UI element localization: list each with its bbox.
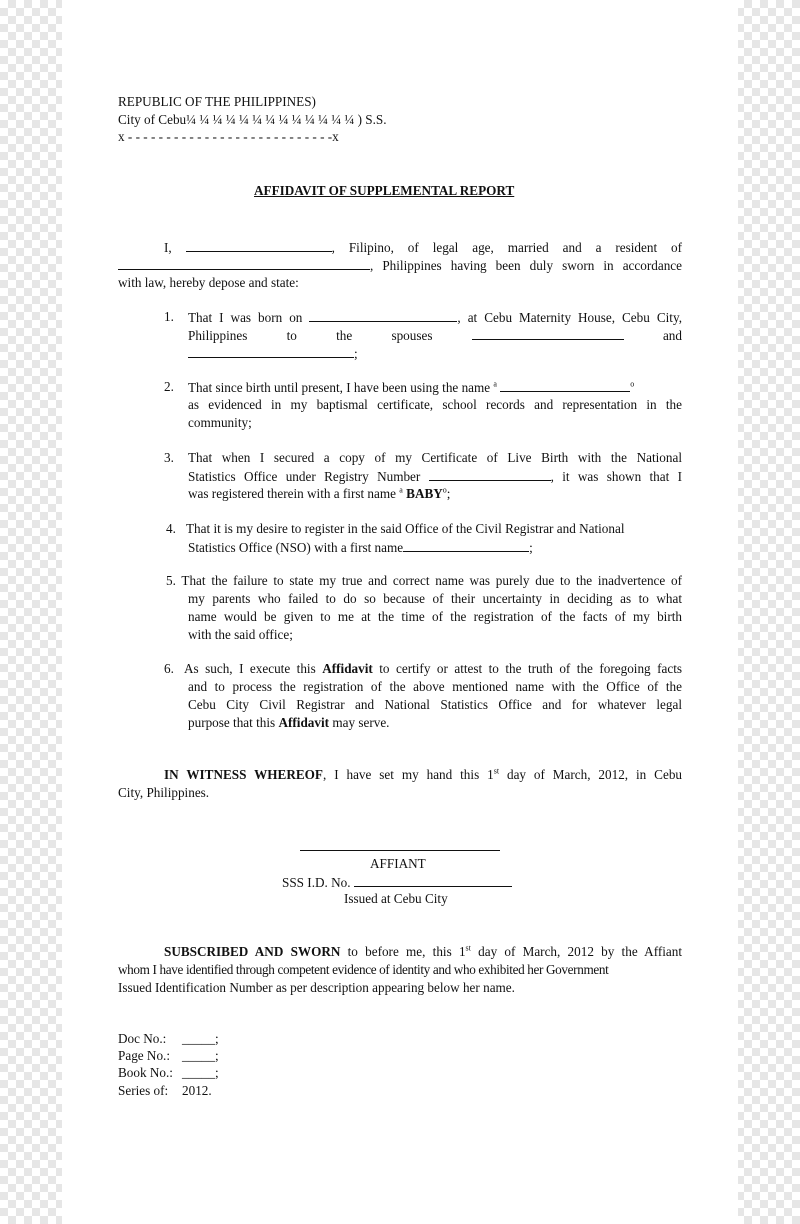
open-quote-mark: a xyxy=(493,379,497,389)
item-1-place: , at Cebu Maternity House, Cebu City, xyxy=(457,310,682,325)
sss-label: SSS I.D. No. xyxy=(282,875,351,890)
sworn-line-2: whom I have identified through competent evidence of identity and who exhibited her Government xyxy=(118,962,609,977)
item-6-execute: As such, I execute this xyxy=(184,661,316,676)
close-quote-mark: o xyxy=(442,485,447,495)
witness-text-a: , I have set my hand this 1 xyxy=(322,767,494,782)
page-no-value: _____; xyxy=(182,1048,219,1063)
item-6-line-1 xyxy=(184,660,682,678)
birthdate-blank xyxy=(309,308,457,322)
item-4-line-1: That it is my desire to register in the said Office of the Civil Registrar and National xyxy=(186,521,625,536)
item-1-to: to xyxy=(286,328,297,343)
sworn-text-b: day of March, 2012 by the Affiant xyxy=(478,944,683,959)
item-2-number: 2. xyxy=(164,379,174,394)
issued-at: Issued at Cebu City xyxy=(344,891,448,906)
witness-ordinal: st xyxy=(493,766,500,776)
series-value: 2012. xyxy=(182,1083,212,1098)
intro-line-3: with law, hereby depose and state: xyxy=(118,275,299,290)
item-3-number: 3. xyxy=(164,450,174,465)
item-3-semicolon: ; xyxy=(446,486,451,501)
used-name-blank xyxy=(500,378,630,392)
doc-no-value: _____; xyxy=(182,1031,219,1046)
item-2-line-1 xyxy=(188,378,634,397)
item-2-line-3: community; xyxy=(188,415,252,430)
witness-heading: IN WITNESS WHEREOF xyxy=(164,767,323,782)
item-1-semicolon: ; xyxy=(354,346,358,361)
witness-line-2: City, Philippines. xyxy=(118,785,210,800)
item-4-line-2 xyxy=(188,538,533,557)
book-no-value: _____; xyxy=(182,1065,219,1080)
item-1-the: the xyxy=(336,328,353,343)
registry-number-blank xyxy=(429,467,551,481)
sworn-ordinal: st xyxy=(465,943,471,953)
item-6-affidavit: Affidavit xyxy=(322,661,373,676)
intro-sworn: , Philippines having been duly sworn in accordance xyxy=(370,258,682,273)
item-6-line-2: and to process the registration of the above mentioned name with the Office of the xyxy=(188,679,682,694)
item-6-line-4 xyxy=(188,714,389,732)
document-title: AFFIDAVIT OF SUPPLEMENTAL REPORT xyxy=(254,183,515,198)
item-1-line-1 xyxy=(188,308,682,327)
item-6-line-3: Cebu City Civil Registrar and National Statistics Office and for whatever legal xyxy=(188,697,682,712)
item-4-nso: Statistics Office (NSO) with a first name xyxy=(188,540,404,555)
item-2-line-2: as evidenced in my baptismal certificate, school records and representation in the xyxy=(188,397,682,412)
item-3-shown: , it was shown that I xyxy=(550,469,682,484)
sworn-heading: SUBSCRIBED AND SWORN xyxy=(164,944,341,959)
item-1-number: 1. xyxy=(164,309,174,324)
item-1-line-3 xyxy=(188,344,358,363)
item-6-certify: to certify or attest to the truth of the foregoing facts xyxy=(379,661,683,676)
item-6-number: 6. xyxy=(164,661,174,676)
header-republic: REPUBLIC OF THE PHILIPPINES) xyxy=(118,94,316,109)
item-1-line-2 xyxy=(188,326,682,345)
sworn-line-3: Issued Identification Number as per description appearing below her name. xyxy=(118,980,515,995)
sworn-line-1 xyxy=(164,943,682,961)
header-divider: x - - - - - - - - - - - - - - - - - - - - - - - - - - -x xyxy=(118,129,339,144)
residence-blank xyxy=(118,256,370,270)
registered-name-baby: BABY xyxy=(406,486,443,501)
witness-text-b: day of March, 2012, in Cebu xyxy=(506,767,683,782)
book-no-label: Book No.: xyxy=(118,1065,173,1080)
page-no-label: Page No.: xyxy=(118,1048,171,1063)
item-1-spouses: spouses xyxy=(391,328,433,343)
affiant-label: AFFIANT xyxy=(370,856,426,871)
item-6-purpose: purpose that this xyxy=(188,715,276,730)
desired-name-blank xyxy=(403,538,529,552)
item-6-serve: may serve. xyxy=(332,715,390,730)
item-4-semicolon: ; xyxy=(529,540,533,555)
item-1-and: and xyxy=(662,328,682,343)
document-page xyxy=(62,0,738,1224)
affiant-signature-line xyxy=(300,850,500,851)
item-3-line-2 xyxy=(188,467,682,486)
item-3-registry: Statistics Office under Registry Number xyxy=(188,469,421,484)
item-3-line-3 xyxy=(188,485,450,503)
item-5-line-4: with the said office; xyxy=(188,627,293,642)
doc-no-label: Doc No.: xyxy=(118,1031,167,1046)
item-5-line-3: name would be given to me at the time of the registration of the facts of my birth xyxy=(188,609,682,624)
item-1-philippines: Philippines xyxy=(188,328,248,343)
intro-line-2 xyxy=(118,256,682,275)
item-2-text: That since birth until present, I have been using the name xyxy=(188,380,491,395)
item-3-registered: was registered therein with a first name xyxy=(188,486,396,501)
series-label: Series of: xyxy=(118,1083,169,1098)
item-4-number: 4. xyxy=(166,521,176,536)
item-5-line-2: my parents who failed to do so because of their uncertainty in deciding as to what xyxy=(188,591,682,606)
item-1-born: That I was born on xyxy=(188,310,303,325)
intro-line-1 xyxy=(164,238,682,257)
name-blank xyxy=(186,238,332,252)
close-quote-mark: o xyxy=(630,379,635,389)
father-blank xyxy=(472,326,624,340)
mother-blank xyxy=(188,344,354,358)
sworn-text-a: to before me, this 1 xyxy=(347,944,466,959)
header-city: City of Cebu¼ ¼ ¼ ¼ ¼ ¼ ¼ ¼ ¼ ¼ ¼ ¼ ¼ ) S.S. xyxy=(118,112,387,127)
item-5-line-1: 5. That the failure to state my true and correct name was purely due to the inadvertence of xyxy=(166,573,682,588)
witness-line-1 xyxy=(164,766,682,784)
item-3-line-1: That when I secured a copy of my Certificate of Live Birth with the National xyxy=(188,450,682,465)
open-quote-mark: a xyxy=(399,485,403,495)
sss-blank xyxy=(354,873,512,887)
intro-filipino: , Filipino, of legal age, married and a resident of xyxy=(331,240,683,255)
intro-i: I, xyxy=(164,240,172,255)
item-6-affidavit-2: Affidavit xyxy=(278,715,330,730)
